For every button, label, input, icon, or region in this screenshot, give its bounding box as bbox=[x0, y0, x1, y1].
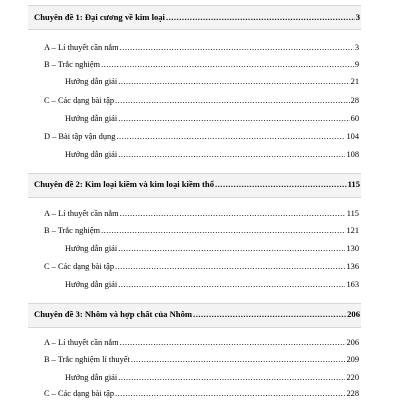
chapter-2-heading[interactable] bbox=[34, 179, 360, 190]
page-number: 60 bbox=[350, 114, 359, 123]
entry-label: B – Trắc nghiệm lí thuyết bbox=[44, 355, 130, 364]
page-number: 220 bbox=[346, 373, 359, 382]
page-number: 108 bbox=[346, 150, 359, 159]
page-number: 206 bbox=[346, 338, 359, 347]
chapter-3-heading[interactable] bbox=[34, 309, 360, 320]
toc-entry[interactable] bbox=[65, 243, 359, 254]
dot-leader bbox=[120, 337, 346, 348]
page-number: 3 bbox=[355, 12, 360, 22]
toc-entry[interactable] bbox=[44, 225, 359, 236]
toc-entry[interactable] bbox=[44, 354, 359, 365]
dot-leader bbox=[115, 388, 345, 399]
toc-entry[interactable] bbox=[65, 279, 359, 290]
toc-entry[interactable] bbox=[65, 76, 359, 87]
dot-leader bbox=[101, 59, 354, 70]
page-number: 28 bbox=[350, 96, 359, 105]
chapter-title: Chuyên đề 2: Kim loại kiềm và kim loại kiềm thổ bbox=[34, 179, 214, 189]
dot-leader bbox=[131, 354, 346, 365]
dot-leader bbox=[120, 42, 354, 53]
page-number: 163 bbox=[346, 280, 359, 289]
page-number: 130 bbox=[346, 244, 359, 253]
chapter-title: Chuyên đề 1: Đại cương về kim loại bbox=[34, 12, 165, 22]
dot-leader bbox=[118, 372, 345, 383]
entry-label: A – Lí thuyết cần nắm bbox=[44, 209, 119, 218]
toc-entry[interactable] bbox=[65, 113, 359, 124]
dot-leader bbox=[118, 149, 345, 160]
entry-label: A – Lí thuyết cần nắm bbox=[44, 43, 119, 52]
toc-entry[interactable] bbox=[65, 149, 359, 160]
page-number: 9 bbox=[354, 60, 359, 69]
toc-entry[interactable] bbox=[44, 208, 359, 219]
dot-leader bbox=[116, 131, 345, 142]
dot-leader bbox=[215, 179, 347, 190]
dot-leader bbox=[120, 208, 346, 219]
page-number: 206 bbox=[347, 309, 360, 319]
chapter-1-heading[interactable] bbox=[34, 12, 360, 23]
chapter-title: Chuyên đề 3: Nhôm và hợp chất của Nhôm bbox=[34, 309, 193, 319]
entry-label: B – Trắc nghiệm bbox=[44, 60, 101, 69]
entry-label: D – Bài tập vận dụng bbox=[44, 132, 116, 141]
page-number: 136 bbox=[346, 262, 359, 271]
dot-leader bbox=[193, 309, 346, 320]
entry-label: Hướng dẫn giải bbox=[65, 77, 118, 86]
page-number: 228 bbox=[346, 389, 359, 398]
entry-label: Hướng dẫn giải bbox=[65, 114, 118, 123]
toc-entry[interactable] bbox=[44, 388, 359, 399]
toc-entry[interactable] bbox=[44, 59, 359, 70]
page-number: 121 bbox=[346, 226, 359, 235]
dot-leader bbox=[166, 12, 355, 23]
toc-entry[interactable] bbox=[44, 131, 359, 142]
toc-entry[interactable] bbox=[44, 42, 359, 53]
page-number: 115 bbox=[346, 209, 359, 218]
page-number: 21 bbox=[350, 77, 359, 86]
page-number: 115 bbox=[347, 179, 360, 189]
entry-label: Hướng dẫn giải bbox=[65, 244, 118, 253]
entry-label: Hướng dẫn giải bbox=[65, 280, 118, 289]
toc-entry[interactable] bbox=[44, 95, 359, 106]
toc-entry[interactable] bbox=[44, 261, 359, 272]
dot-leader bbox=[101, 225, 345, 236]
dot-leader bbox=[118, 76, 349, 87]
dot-leader bbox=[118, 279, 345, 290]
dot-leader bbox=[118, 113, 349, 124]
entry-label: C – Các dạng bài tập bbox=[44, 96, 115, 105]
entry-label: A – Lí thuyết cần nắm bbox=[44, 338, 119, 347]
dot-leader bbox=[115, 95, 350, 106]
entry-label: Hướng dẫn giải bbox=[65, 150, 118, 159]
entry-label: Hướng dẫn giải bbox=[65, 373, 118, 382]
entry-label: C – Các dạng bài tập bbox=[44, 262, 115, 271]
page-number: 209 bbox=[346, 355, 359, 364]
dot-leader bbox=[115, 261, 345, 272]
toc-entry[interactable] bbox=[44, 337, 359, 348]
toc-entry[interactable] bbox=[65, 372, 359, 383]
entry-label: B – Trắc nghiệm bbox=[44, 226, 101, 235]
page-number: 104 bbox=[346, 132, 359, 141]
page-number: 3 bbox=[354, 43, 359, 52]
dot-leader bbox=[118, 243, 345, 254]
entry-label: C – Các dạng bài tập bbox=[44, 389, 115, 398]
